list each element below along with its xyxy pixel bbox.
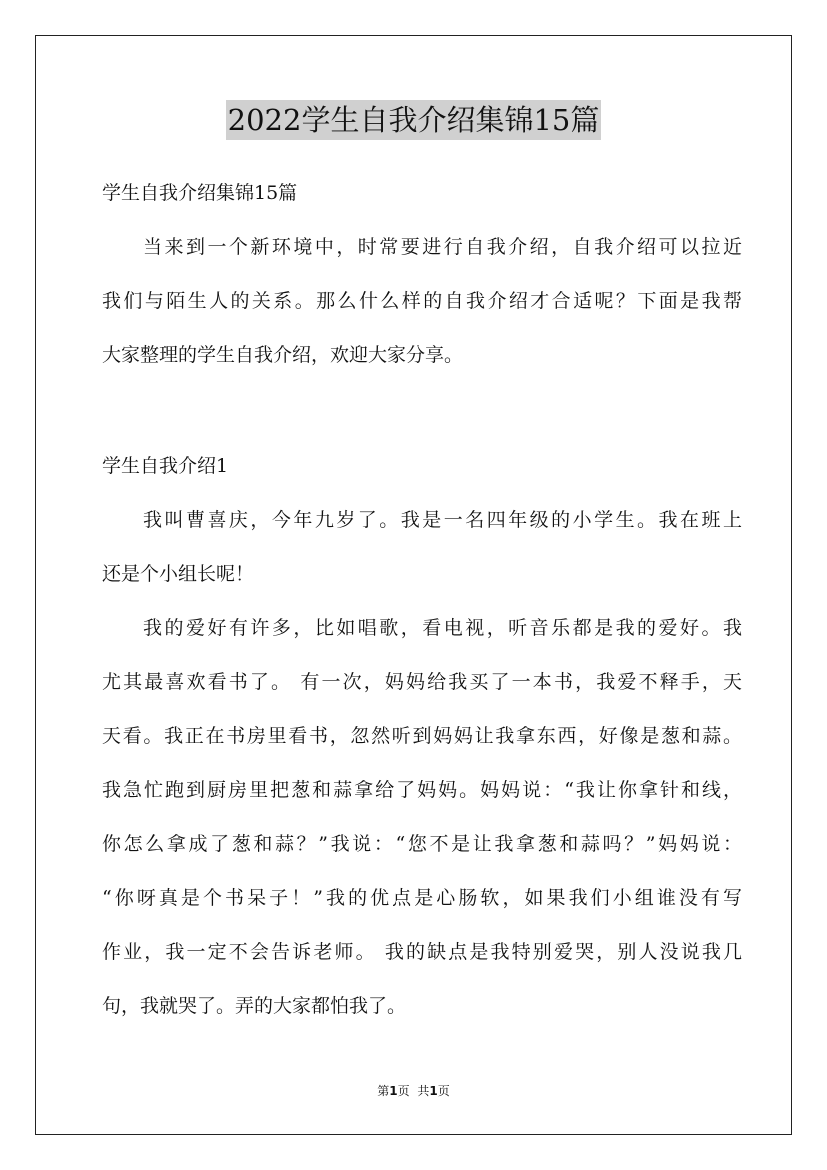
- para2-line: 我急忙跑到厨房里把葱和蒜拿给了妈妈。妈妈说：“我让你拿针和线，: [102, 779, 742, 801]
- para2-line: 句，我就哭了。弄的大家都怕我了。: [102, 995, 407, 1017]
- para1-line: 我叫曹喜庆，今年九岁了。我是一名四年级的小学生。我在班上: [143, 509, 742, 531]
- total-pages: 1: [429, 1084, 438, 1098]
- page-prefix: 第: [377, 1084, 390, 1098]
- total-prefix: 共: [417, 1084, 430, 1098]
- total-suffix: 页: [437, 1084, 450, 1098]
- document-title: [0, 100, 827, 140]
- para2-line: 作业，我一定不会告诉老师。 我的缺点是我特别爱哭，别人没说我几: [102, 941, 742, 963]
- intro-line: 当来到一个新环境中，时常要进行自我介绍，自我介绍可以拉近: [143, 236, 742, 258]
- page-footer: [0, 1082, 827, 1099]
- para2-line: “你呀真是个书呆子！”我的优点是心肠软，如果我们小组谁没有写: [102, 887, 742, 909]
- para1-line: 还是个小组长呢！: [102, 563, 255, 585]
- page-number: 1: [389, 1084, 398, 1098]
- para2-line: 你怎么拿成了葱和蒜？”我说：“您不是让我拿葱和蒜吗？”妈妈说：: [102, 833, 742, 855]
- subtitle: 学生自我介绍集锦15篇: [102, 182, 298, 204]
- intro-line: 我们与陌生人的关系。那么什么样的自我介绍才合适呢？下面是我帮: [102, 290, 742, 312]
- title-text: 2022学生自我介绍集锦15篇: [226, 100, 602, 140]
- section-heading: 学生自我介绍1: [102, 455, 229, 477]
- intro-line: 大家整理的学生自我介绍，欢迎大家分享。: [102, 344, 464, 366]
- para2-line: 我的爱好有许多，比如唱歌，看电视，听音乐都是我的爱好。我: [143, 617, 742, 639]
- page-suffix: 页: [397, 1084, 410, 1098]
- para2-line: 天看。我正在书房里看书，忽然听到妈妈让我拿东西，好像是葱和蒜。: [102, 725, 742, 747]
- para2-line: 尤其最喜欢看书了。 有一次，妈妈给我买了一本书，我爱不释手，天: [102, 671, 742, 693]
